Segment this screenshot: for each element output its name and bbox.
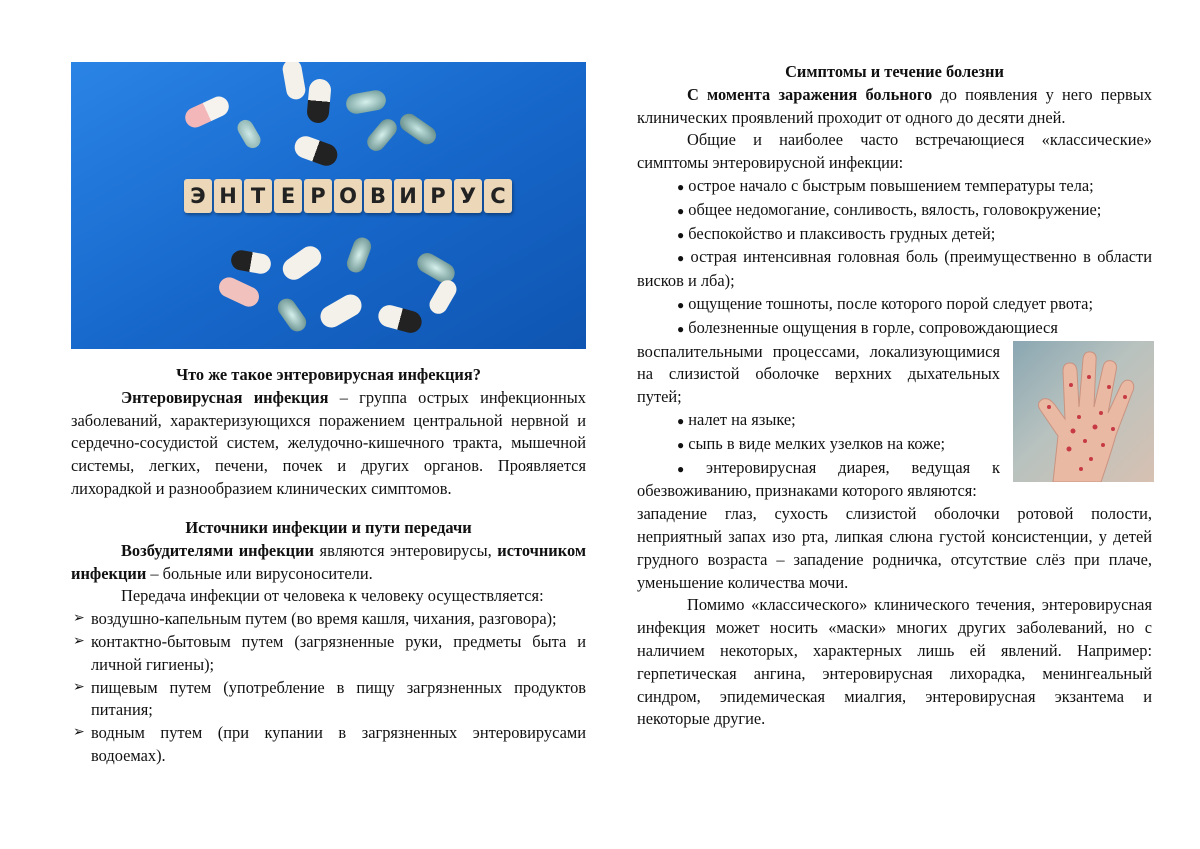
softgel-pill-image bbox=[396, 110, 439, 148]
list-item-text: водным путем (при купании в загрязненных энтеровирусами водоемах). bbox=[91, 723, 586, 765]
letter-tile: В bbox=[364, 179, 392, 213]
text-span: до появления у него первых клинических проявлений проходит от одного до десяти дней. bbox=[637, 84, 1152, 127]
softgel-pill-image bbox=[344, 235, 373, 275]
letter-tile: Р bbox=[424, 179, 452, 213]
capsule-pill-image bbox=[306, 78, 332, 124]
section-title-sources: Источники инфекции и пути передачи bbox=[185, 518, 472, 537]
list-item bbox=[637, 175, 1152, 199]
list-item bbox=[71, 722, 586, 768]
list-item-text: острое начало с быстрым повышением температуры тела; bbox=[688, 175, 1094, 195]
capsule-pill-image bbox=[426, 277, 460, 317]
bold-phrase: С момента заражения больного bbox=[687, 84, 933, 104]
arrow-bullet-icon: ➢ bbox=[73, 611, 85, 627]
list-item bbox=[71, 608, 586, 631]
list-item bbox=[637, 409, 1000, 433]
list-item bbox=[637, 317, 1152, 341]
symptoms-list-continued bbox=[637, 409, 1000, 503]
capsule-pill-image bbox=[316, 290, 365, 331]
list-item-text: острая интенсивная головная боль (преимущественно в области висков и лба); bbox=[637, 247, 1152, 291]
letter-tile: Т bbox=[244, 179, 272, 213]
text-span: – больные или вирусоносители. bbox=[146, 563, 373, 583]
dot-bullet-icon: ● bbox=[677, 203, 685, 218]
capsule-pill-image bbox=[230, 249, 273, 276]
bold-phrase: источником инфекции bbox=[71, 540, 587, 583]
list-item bbox=[637, 199, 1152, 223]
capsule-pill-image bbox=[376, 303, 424, 336]
incubation-paragraph bbox=[637, 84, 1152, 130]
dot-bullet-icon: ● bbox=[677, 251, 687, 266]
dehydration-signs-paragraph: западение глаз, сухость слизистой оболочки ротовой полости, неприятный запах изо рта, липкая слюна густой консистенции, у детей грудного возраста – западение родничка, отсутствие слёз при плаче, уменьшение количества мочи. bbox=[637, 504, 1152, 592]
dot-bullet-icon: ● bbox=[677, 437, 685, 452]
letter-tile: Н bbox=[214, 179, 242, 213]
letter-tile: И bbox=[394, 179, 422, 213]
letter-tile: У bbox=[454, 179, 482, 213]
capsule-pill-image bbox=[216, 274, 263, 310]
hero-image-pills-enterovirus bbox=[71, 62, 586, 349]
list-item bbox=[71, 631, 586, 677]
list-item bbox=[637, 457, 1000, 504]
softgel-pill-image bbox=[345, 89, 388, 116]
section-title-symptoms: Симптомы и течение болезни bbox=[785, 62, 1004, 81]
transmission-list bbox=[71, 608, 586, 768]
list-item-text: воздушно-капельным путем (во время кашля, чихания, разговора); bbox=[91, 609, 557, 629]
term-bold: Энтеровирусная инфекция bbox=[121, 387, 329, 407]
bold-phrase: Возбудителями инфекции bbox=[121, 540, 314, 560]
sources-paragraph bbox=[71, 540, 586, 586]
dot-bullet-icon: ● bbox=[677, 413, 685, 428]
dot-bullet-icon: ● bbox=[677, 321, 685, 336]
arrow-bullet-icon: ➢ bbox=[73, 633, 85, 649]
letter-tile: С bbox=[484, 179, 512, 213]
dot-bullet-icon: ● bbox=[677, 179, 685, 194]
arrow-bullet-icon: ➢ bbox=[73, 679, 85, 695]
list-item bbox=[637, 223, 1152, 247]
softgel-pill-image bbox=[235, 117, 264, 151]
transmission-intro: Передача инфекции от человека к человеку осуществляется: bbox=[121, 586, 544, 606]
list-item-text: энтеровирусная диарея, ведущая к обезвоживанию, признаками которого являются: bbox=[637, 457, 1001, 501]
list-item bbox=[71, 677, 586, 723]
list-item-text: сыпь в виде мелких узелков на коже; bbox=[688, 433, 946, 453]
definition-text: – группа острых инфекционных заболеваний, характеризующихся поражением центральной нервной и сердечно-сосудистой систем, желудочно-кишечного тракта, мышечной системы, легких, печени, почек и других органов. Проявляется лихорадкой и разнообразием клинических симптомов. bbox=[71, 387, 586, 498]
masks-paragraph: Помимо «классического» клинического течения, энтеровирусная инфекция может носить «маски» многих других заболеваний, но с наличием некоторых, характерных лишь ей явлений. Например: герпетическая ангина, энтеровирусная лихорадка, менингеальный синдром, эпидемическая миалгия, энтеровирусная экзантема и некоторые другие. bbox=[637, 595, 1152, 729]
section-title-what-is: Что же такое энтеровирусная инфекция? bbox=[176, 365, 481, 384]
capsule-pill-image bbox=[182, 93, 232, 131]
list-item-continuation: воспалительными процессами, локализующимися на слизистой оболочке верхних дыхательных путей; bbox=[637, 341, 1000, 407]
dot-bullet-icon: ● bbox=[677, 461, 703, 476]
capsule-pill-image bbox=[281, 62, 307, 101]
letter-tile: О bbox=[334, 179, 362, 213]
list-item-text: общее недомогание, сонливость, вялость, головокружение; bbox=[688, 199, 1102, 219]
softgel-pill-image bbox=[364, 115, 401, 154]
list-item-text: ощущение тошноты, после которого порой следует рвота; bbox=[688, 293, 1093, 313]
list-item-text: беспокойство и плаксивость грудных детей; bbox=[688, 223, 996, 243]
dot-bullet-icon: ● bbox=[677, 297, 685, 312]
wrapped-text-block bbox=[637, 341, 1000, 504]
text-span: являются энтеровирусы, bbox=[314, 540, 498, 560]
dot-bullet-icon: ● bbox=[677, 227, 685, 242]
definition-paragraph bbox=[71, 387, 586, 501]
letter-tile: Р bbox=[304, 179, 332, 213]
symptoms-list bbox=[637, 175, 1152, 341]
list-item-text: контактно-бытовым путем (загрязненные руки, предметы быта и личной гигиены); bbox=[91, 631, 586, 674]
list-item-text: болезненные ощущения в горле, сопровождающиеся bbox=[688, 317, 1058, 337]
symptoms-intro: Общие и наиболее часто встречающиеся «классические» симптомы энтеровирусной инфекции: bbox=[637, 130, 1152, 173]
arrow-bullet-icon: ➢ bbox=[73, 725, 85, 741]
capsule-pill-image bbox=[292, 133, 341, 169]
list-item bbox=[637, 246, 1152, 293]
capsule-pill-image bbox=[278, 242, 325, 284]
list-item bbox=[637, 433, 1000, 457]
letter-tile: Е bbox=[274, 179, 302, 213]
letter-tile: Э bbox=[184, 179, 212, 213]
word-tiles-enterovirus bbox=[184, 179, 512, 213]
list-item-text: пищевым путем (употребление в пищу загрязненных продуктов питания; bbox=[91, 677, 586, 720]
list-item-text: налет на языке; bbox=[688, 409, 796, 429]
softgel-pill-image bbox=[274, 295, 309, 335]
list-item bbox=[637, 293, 1152, 317]
